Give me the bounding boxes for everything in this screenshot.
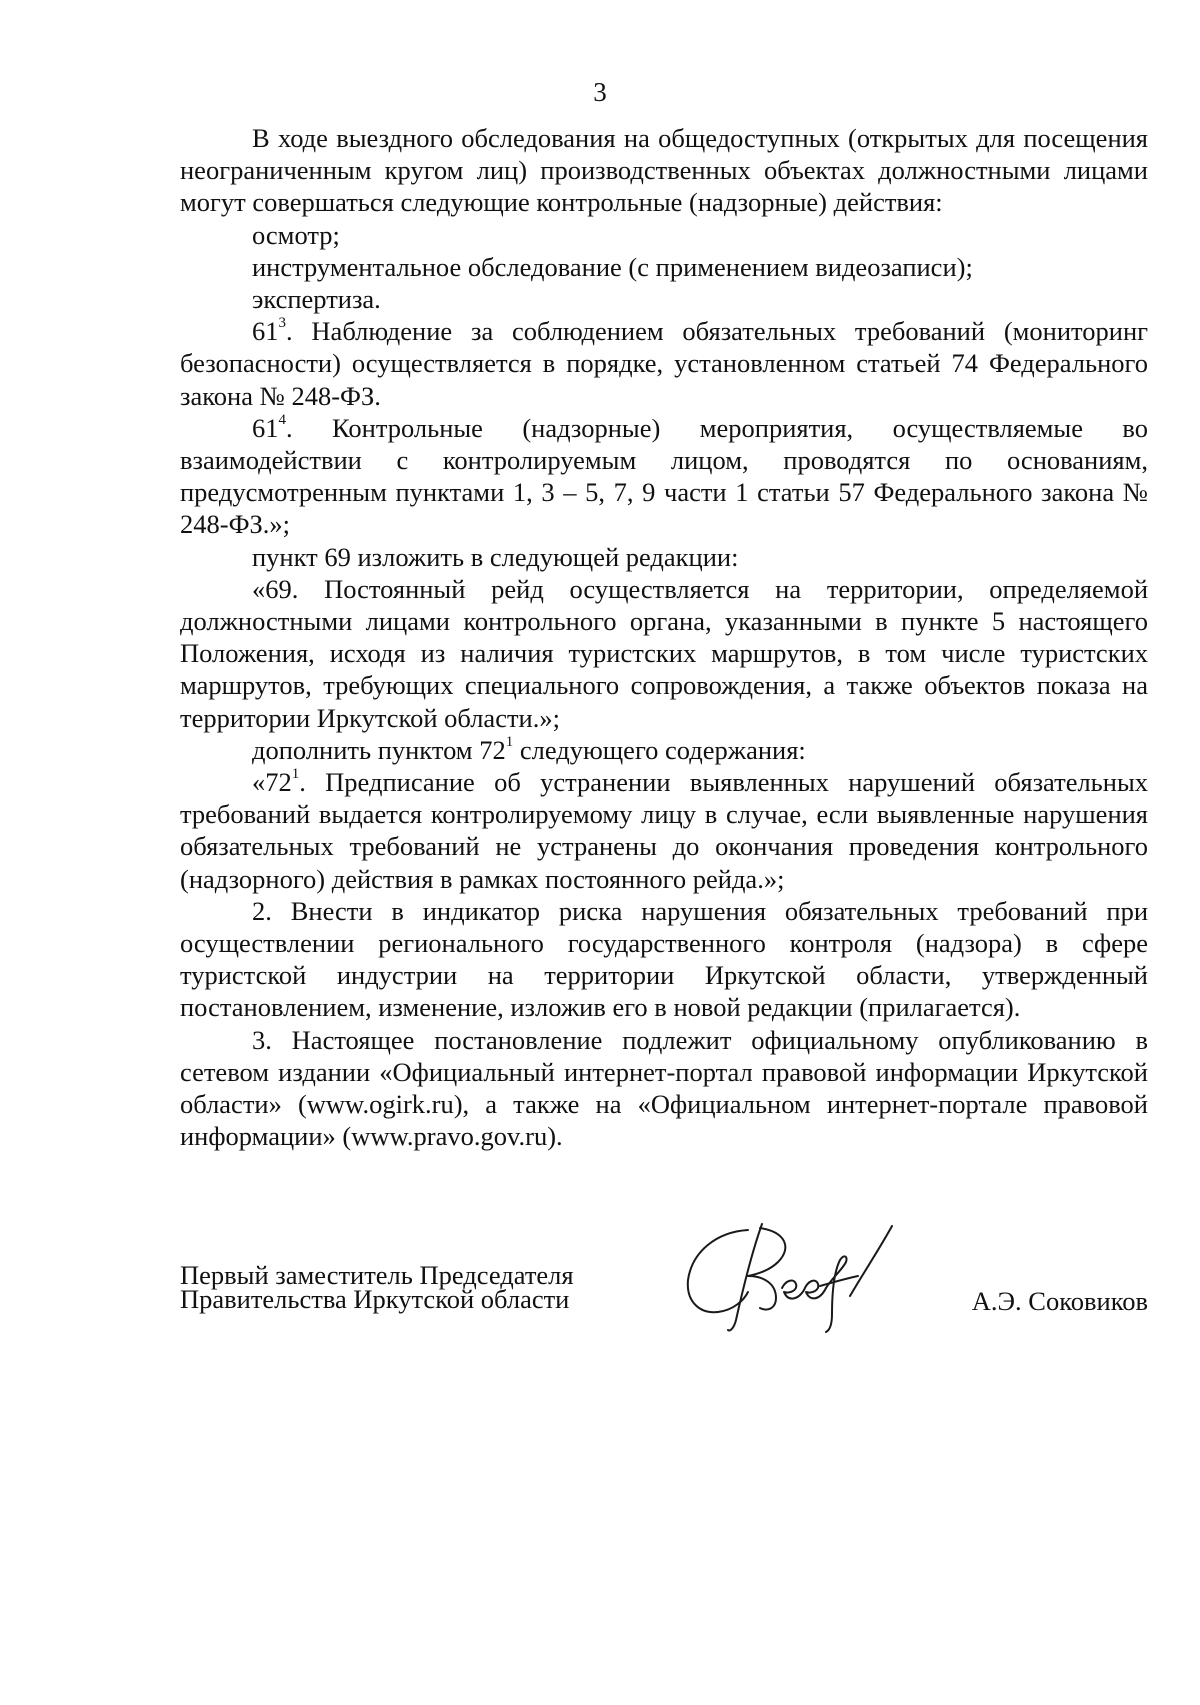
paragraph-item-69: «69. Постоянный рейд осуществляется на территории, определяемой должностными лицами контрольного органа, указанными в пункте 5 настоящего Положения, исходя из наличия туристских маршрутов, в том числе туристских маршрутов, требующих специального сопровождения, а также объектов показа на территории Иркутской области.»;	[180, 573, 1148, 733]
paragraph-point-3: 3. Настоящее постановление подлежит официальному опубликованию в сетевом издании «Официальный интернет-портал правовой информации Иркутской области» (www.ogirk.ru), а также на «Официальном интернет-портале правовой информации» (www.pravo.gov.ru).	[180, 1024, 1148, 1152]
paragraph-list-inspection: осмотр;	[252, 219, 340, 250]
paragraph-list-instrumental: инструментальное обследование (с применением видеозаписи);	[252, 251, 973, 282]
item-text: . Контрольные (надзорные) мероприятия, осуществляемые во взаимодействии с контролируемым лицом, проводятся по основаниям, предусмотренным пунктами 1, 3 – 5, 7, 9 части 1 статьи 57 Федерального закона № 248-ФЗ.»;	[180, 412, 1148, 540]
item-superscript: 3	[278, 315, 286, 332]
signer-name: А.Э. Соковиков	[971, 1286, 1148, 1316]
paragraph-item-61-3	[180, 315, 1148, 412]
paragraph-item-72-1	[180, 766, 1148, 895]
document-body	[180, 122, 1148, 1153]
item-superscript: 4	[278, 412, 286, 428]
paragraph-add-72-1	[180, 734, 1148, 766]
signer-position	[180, 1260, 574, 1314]
paragraph-list-expertise: экспертиза.	[252, 284, 381, 315]
item-number: 61	[252, 316, 279, 347]
paragraph-item-61-4	[180, 412, 1148, 541]
signer-position-line-2: Правительства Иркутской области	[180, 1284, 570, 1314]
item-number: «72	[252, 767, 292, 798]
item-number: 61	[252, 412, 279, 443]
item-superscript: 1	[291, 766, 300, 783]
item-number: дополнить пунктом 72	[252, 734, 506, 765]
signer-position-line-1: Первый заместитель Председателя	[180, 1260, 574, 1290]
page-number: 3	[593, 77, 607, 107]
handwritten-signature-icon	[686, 1222, 926, 1334]
item-superscript: 1	[505, 734, 514, 751]
item-text: . Наблюдение за соблюдением обязательных требований (мониторинг безопасности) осуществляется в порядке, установленном статьей 74 Федерального закона № 248-ФЗ.	[180, 316, 1148, 411]
paragraph-inspection-actions: В ходе выездного обследования на общедоступных (открытых для посещения неограниченным кругом лиц) производственных объектах должностными лицами могут совершаться следующие контрольные (надзорные) действия:	[180, 123, 1148, 218]
item-text: следующего содержания:	[513, 734, 806, 765]
item-text: . Предписание об устранении выявленных нарушений обязательных требований выдается контролируемому лицу в случае, если выявленные нарушения обязательных требований не устранены до окончания проведения контрольного (надзорного) действия в рамках постоянного рейда.»;	[180, 767, 1148, 894]
paragraph-amend-69: пункт 69 изложить в следующей редакции:	[252, 541, 739, 572]
paragraph-point-2: 2. Внести в индикатор риска нарушения обязательных требований при осуществлении регионального государственного контроля (надзора) в сфере туристской индустрии на территории Иркутской области, утвержденный постановлением, изменение, изложив его в новой редакции (прилагается).	[180, 895, 1148, 1023]
